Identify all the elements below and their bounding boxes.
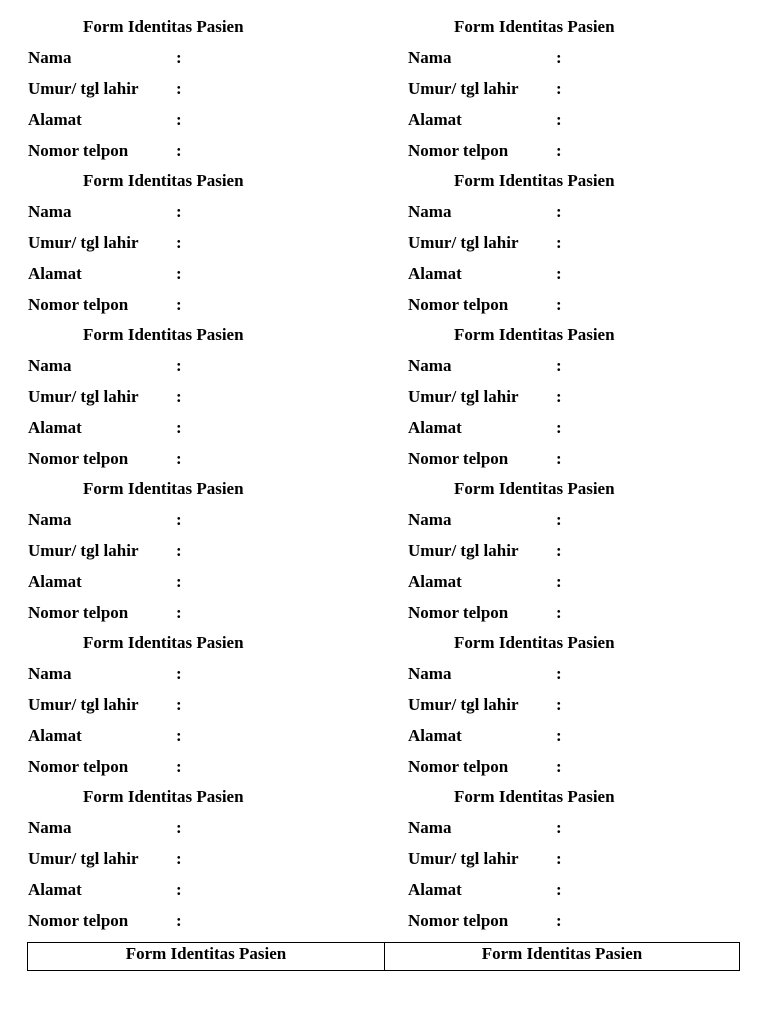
field-label-nama: Nama [28, 356, 72, 375]
form-title: Form Identitas Pasien [83, 633, 244, 652]
field-colon: : [556, 233, 562, 252]
field-colon: : [556, 510, 562, 529]
patient-identity-form [408, 770, 748, 930]
left-form-column [28, 0, 368, 930]
form-title: Form Identitas Pasien [454, 17, 615, 36]
field-colon: : [176, 510, 182, 529]
field-row-umur-tgl-lahir [408, 233, 562, 253]
form-title: Form Identitas Pasien [83, 17, 244, 36]
patient-identity-form [408, 0, 748, 160]
field-label-alamat: Alamat [408, 418, 462, 437]
field-row-alamat [28, 418, 182, 438]
field-label-nama: Nama [408, 664, 452, 683]
field-label-nama: Nama [408, 356, 452, 375]
field-colon: : [556, 387, 562, 406]
field-colon: : [176, 418, 182, 437]
field-row-alamat [408, 264, 562, 284]
field-label-nama: Nama [28, 510, 72, 529]
field-colon: : [556, 295, 562, 314]
field-label-umur-tgl-lahir: Umur/ tgl lahir [408, 541, 519, 560]
field-row-nama [408, 356, 562, 376]
field-row-umur-tgl-lahir [28, 541, 182, 561]
field-label-nomor-telpon: Nomor telpon [408, 757, 509, 776]
field-row-alamat [408, 726, 562, 746]
right-form-column [408, 0, 748, 930]
form-title: Form Identitas Pasien [454, 171, 615, 190]
field-label-nama: Nama [28, 664, 72, 683]
field-row-umur-tgl-lahir [28, 79, 182, 99]
field-row-nomor-telpon [28, 911, 182, 931]
field-label-nama: Nama [28, 818, 72, 837]
bottom-form-table [27, 942, 740, 971]
field-colon: : [176, 572, 182, 591]
field-colon: : [556, 202, 562, 221]
field-colon: : [176, 387, 182, 406]
field-colon: : [556, 818, 562, 837]
field-row-alamat [28, 110, 182, 130]
field-label-umur-tgl-lahir: Umur/ tgl lahir [28, 695, 139, 714]
field-row-nama [408, 818, 562, 838]
field-colon: : [176, 911, 182, 930]
field-label-umur-tgl-lahir: Umur/ tgl lahir [408, 695, 519, 714]
field-colon: : [556, 356, 562, 375]
field-colon: : [556, 726, 562, 745]
field-label-alamat: Alamat [28, 264, 82, 283]
field-label-umur-tgl-lahir: Umur/ tgl lahir [28, 387, 139, 406]
field-label-umur-tgl-lahir: Umur/ tgl lahir [408, 233, 519, 252]
field-row-umur-tgl-lahir [408, 387, 562, 407]
field-label-umur-tgl-lahir: Umur/ tgl lahir [408, 387, 519, 406]
field-colon: : [556, 664, 562, 683]
field-colon: : [176, 233, 182, 252]
field-label-alamat: Alamat [408, 110, 462, 129]
field-label-umur-tgl-lahir: Umur/ tgl lahir [28, 541, 139, 560]
patient-identity-form [28, 462, 368, 622]
field-row-nama [408, 202, 562, 222]
field-label-nomor-telpon: Nomor telpon [408, 141, 509, 160]
field-colon: : [556, 849, 562, 868]
field-colon: : [176, 449, 182, 468]
patient-identity-form [28, 0, 368, 160]
patient-identity-form [408, 616, 748, 776]
patient-identity-form [28, 154, 368, 314]
field-label-nomor-telpon: Nomor telpon [28, 603, 129, 622]
field-colon: : [176, 356, 182, 375]
field-colon: : [176, 726, 182, 745]
field-label-alamat: Alamat [408, 572, 462, 591]
field-label-alamat: Alamat [408, 880, 462, 899]
form-title: Form Identitas Pasien [454, 479, 615, 498]
patient-identity-form [408, 308, 748, 468]
field-row-nama [28, 202, 182, 222]
field-row-umur-tgl-lahir [408, 849, 562, 869]
field-row-umur-tgl-lahir [408, 79, 562, 99]
field-colon: : [556, 757, 562, 776]
field-row-nama [28, 664, 182, 684]
field-label-nama: Nama [28, 202, 72, 221]
field-label-nomor-telpon: Nomor telpon [28, 295, 129, 314]
field-row-umur-tgl-lahir [28, 849, 182, 869]
field-colon: : [556, 541, 562, 560]
field-colon: : [176, 818, 182, 837]
field-colon: : [556, 603, 562, 622]
field-colon: : [176, 849, 182, 868]
field-row-nama [408, 48, 562, 68]
field-label-umur-tgl-lahir: Umur/ tgl lahir [28, 79, 139, 98]
field-colon: : [556, 110, 562, 129]
field-colon: : [556, 48, 562, 67]
patient-identity-form [408, 154, 748, 314]
field-colon: : [556, 141, 562, 160]
patient-identity-form [28, 770, 368, 930]
form-title: Form Identitas Pasien [83, 479, 244, 498]
field-label-nomor-telpon: Nomor telpon [408, 603, 509, 622]
field-row-umur-tgl-lahir [28, 695, 182, 715]
field-colon: : [176, 695, 182, 714]
field-colon: : [176, 541, 182, 560]
field-colon: : [176, 48, 182, 67]
field-label-alamat: Alamat [28, 572, 82, 591]
field-label-umur-tgl-lahir: Umur/ tgl lahir [28, 849, 139, 868]
field-label-alamat: Alamat [28, 418, 82, 437]
patient-identity-form [28, 616, 368, 776]
field-row-umur-tgl-lahir [408, 541, 562, 561]
field-label-nomor-telpon: Nomor telpon [28, 141, 129, 160]
field-colon: : [176, 79, 182, 98]
field-row-nama [408, 664, 562, 684]
field-colon: : [176, 141, 182, 160]
field-row-alamat [408, 880, 562, 900]
field-label-nama: Nama [408, 202, 452, 221]
patient-identity-form [408, 462, 748, 622]
field-label-nomor-telpon: Nomor telpon [28, 911, 129, 930]
field-row-nama [408, 510, 562, 530]
field-row-alamat [408, 110, 562, 130]
field-colon: : [556, 911, 562, 930]
field-row-umur-tgl-lahir [28, 233, 182, 253]
field-label-umur-tgl-lahir: Umur/ tgl lahir [408, 849, 519, 868]
field-row-alamat [408, 572, 562, 592]
field-colon: : [176, 202, 182, 221]
field-row-alamat [408, 418, 562, 438]
field-row-nama [28, 510, 182, 530]
field-colon: : [176, 264, 182, 283]
field-row-alamat [28, 572, 182, 592]
bottom-table-cell-left: Form Identitas Pasien [28, 943, 385, 970]
field-colon: : [176, 880, 182, 899]
field-label-alamat: Alamat [408, 726, 462, 745]
field-label-alamat: Alamat [28, 110, 82, 129]
form-title: Form Identitas Pasien [83, 171, 244, 190]
field-colon: : [176, 664, 182, 683]
field-colon: : [556, 880, 562, 899]
field-colon: : [176, 295, 182, 314]
field-label-nama: Nama [408, 48, 452, 67]
field-label-nomor-telpon: Nomor telpon [408, 911, 509, 930]
field-label-nama: Nama [28, 48, 72, 67]
field-row-alamat [28, 264, 182, 284]
field-label-nomor-telpon: Nomor telpon [28, 757, 129, 776]
field-colon: : [556, 79, 562, 98]
field-colon: : [556, 418, 562, 437]
field-row-umur-tgl-lahir [408, 695, 562, 715]
form-title: Form Identitas Pasien [83, 787, 244, 806]
field-label-nama: Nama [408, 510, 452, 529]
field-label-nama: Nama [408, 818, 452, 837]
field-colon: : [176, 757, 182, 776]
field-colon: : [176, 603, 182, 622]
field-row-umur-tgl-lahir [28, 387, 182, 407]
field-row-nama [28, 356, 182, 376]
field-label-nomor-telpon: Nomor telpon [28, 449, 129, 468]
bottom-table-cell-right: Form Identitas Pasien [481, 944, 643, 963]
form-title: Form Identitas Pasien [454, 633, 615, 652]
field-label-nomor-telpon: Nomor telpon [408, 295, 509, 314]
field-row-alamat [28, 726, 182, 746]
field-row-nama [28, 818, 182, 838]
form-title: Form Identitas Pasien [83, 325, 244, 344]
field-row-nomor-telpon [408, 911, 562, 931]
field-colon: : [556, 572, 562, 591]
form-title: Form Identitas Pasien [454, 787, 615, 806]
field-label-alamat: Alamat [28, 880, 82, 899]
field-label-alamat: Alamat [28, 726, 82, 745]
form-title: Form Identitas Pasien [454, 325, 615, 344]
field-colon: : [556, 449, 562, 468]
field-label-alamat: Alamat [408, 264, 462, 283]
field-label-nomor-telpon: Nomor telpon [408, 449, 509, 468]
field-colon: : [556, 264, 562, 283]
field-label-umur-tgl-lahir: Umur/ tgl lahir [408, 79, 519, 98]
field-label-umur-tgl-lahir: Umur/ tgl lahir [28, 233, 139, 252]
patient-identity-form [28, 308, 368, 468]
field-colon: : [556, 695, 562, 714]
field-row-alamat [28, 880, 182, 900]
field-colon: : [176, 110, 182, 129]
field-row-nama [28, 48, 182, 68]
